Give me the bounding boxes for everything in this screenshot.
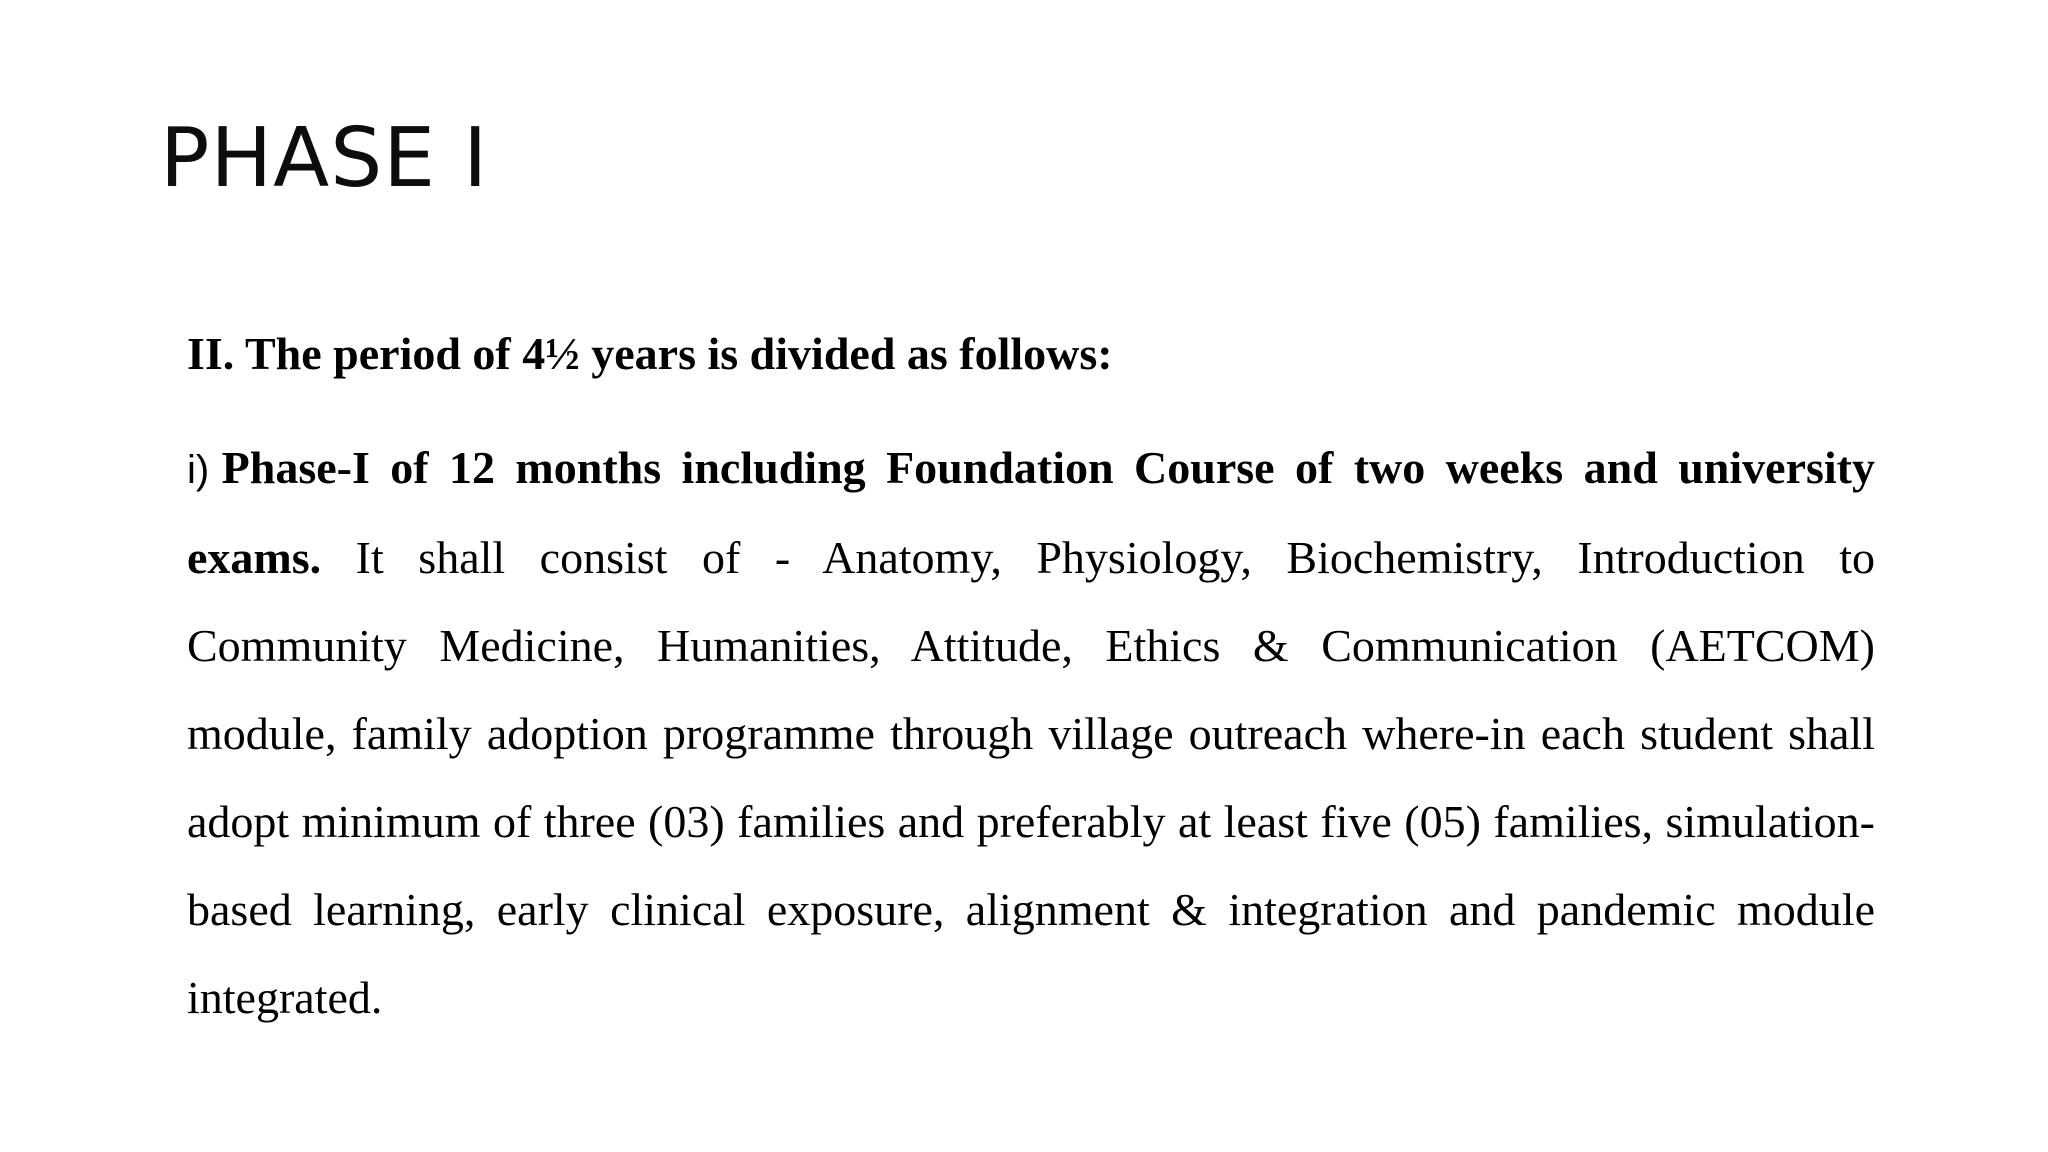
phase-summary-bold: Phase-I of 12 months including Foundation Course of two weeks and university exams.: [187, 442, 1875, 583]
phase-subjects-text: It shall consist of - Anatomy, Physiology, Biochemistry, Introduction to Community Medicine, Humanities, Attitude, Ethics & Communication (AETCOM) module, family adoption programme through village outreach where-in each student shall adopt minimum of three (03) families and preferably at least five (05) families, simulation-based learning, early clinical exposure, alignment & integration and pandemic module integrated.: [187, 532, 1876, 1023]
phase-description-paragraph: [187, 424, 1875, 1042]
slide-title: PHASE I: [160, 111, 489, 206]
list-item-marker: i): [187, 448, 210, 492]
section-heading: II. The period of 4½ years is divided as follows:: [187, 328, 1113, 379]
slide-body: [187, 318, 1875, 1042]
